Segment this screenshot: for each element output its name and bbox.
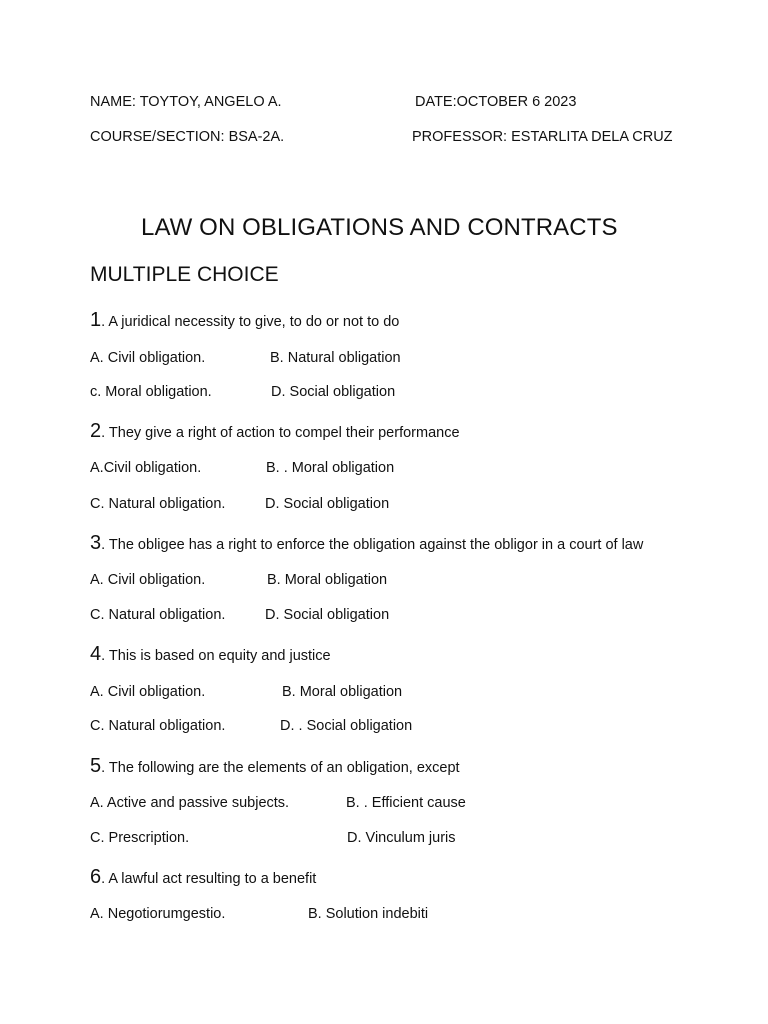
option-1b: B. Natural obligation — [270, 350, 401, 366]
section-heading: MULTIPLE CHOICE — [90, 263, 279, 286]
question-text: . The following are the elements of an obligation, except — [101, 760, 460, 776]
course-section: COURSE/SECTION: BSA-2A. — [90, 129, 285, 145]
question-number: 5 — [90, 755, 102, 777]
question-number: 2 — [90, 420, 102, 442]
question-text: . A lawful act resulting to a benefit — [101, 871, 317, 887]
student-name: NAME: TOYTOY, ANGELO A. — [90, 94, 282, 110]
question-text: . A juridical necessity to give, to do or not to do — [101, 314, 400, 330]
question-number: 6 — [90, 866, 102, 888]
question-1 — [90, 310, 399, 330]
question-number: 1 — [90, 309, 102, 331]
option-5a: A. Active and passive subjects. — [90, 795, 290, 811]
option-4c: C. Natural obligation. — [90, 718, 226, 734]
option-5d: D. Vinculum juris — [347, 830, 456, 846]
question-5 — [90, 756, 460, 776]
question-number: 3 — [90, 532, 102, 554]
question-text: . They give a right of action to compel their performance — [101, 425, 460, 441]
question-6 — [90, 867, 316, 887]
question-text: . The obligee has a right to enforce the obligation against the obligor in a court of law — [101, 537, 644, 553]
option-4d: D. . Social obligation — [280, 718, 413, 734]
option-2b: B. . Moral obligation — [266, 460, 395, 476]
option-3d: D. Social obligation — [265, 607, 390, 623]
option-2d: D. Social obligation — [265, 496, 390, 512]
option-6a: A. Negotiorumgestio. — [90, 906, 226, 922]
option-3c: C. Natural obligation. — [90, 607, 226, 623]
option-3a: A. Civil obligation. — [90, 572, 206, 588]
option-1d: D. Social obligation — [271, 384, 396, 400]
question-number: 4 — [90, 643, 102, 665]
document-title: LAW ON OBLIGATIONS AND CONTRACTS — [141, 214, 618, 241]
question-text: . This is based on equity and justice — [101, 648, 331, 664]
question-3 — [90, 533, 643, 553]
option-6b: B. Solution indebiti — [308, 906, 429, 922]
option-4a: A. Civil obligation. — [90, 684, 206, 700]
option-5b: B. . Efficient cause — [346, 795, 466, 811]
option-5c: C. Prescription. — [90, 830, 190, 846]
option-4b: B. Moral obligation — [282, 684, 403, 700]
question-2 — [90, 421, 460, 441]
option-1c: c. Moral obligation. — [90, 384, 212, 400]
question-4 — [90, 644, 331, 664]
submission-date: DATE:OCTOBER 6 2023 — [415, 94, 577, 110]
option-2a: A.Civil obligation. — [90, 460, 202, 476]
option-3b: B. Moral obligation — [267, 572, 388, 588]
option-2c: C. Natural obligation. — [90, 496, 226, 512]
professor-name: PROFESSOR: ESTARLITA DELA CRUZ — [412, 129, 673, 145]
option-1a: A. Civil obligation. — [90, 350, 206, 366]
